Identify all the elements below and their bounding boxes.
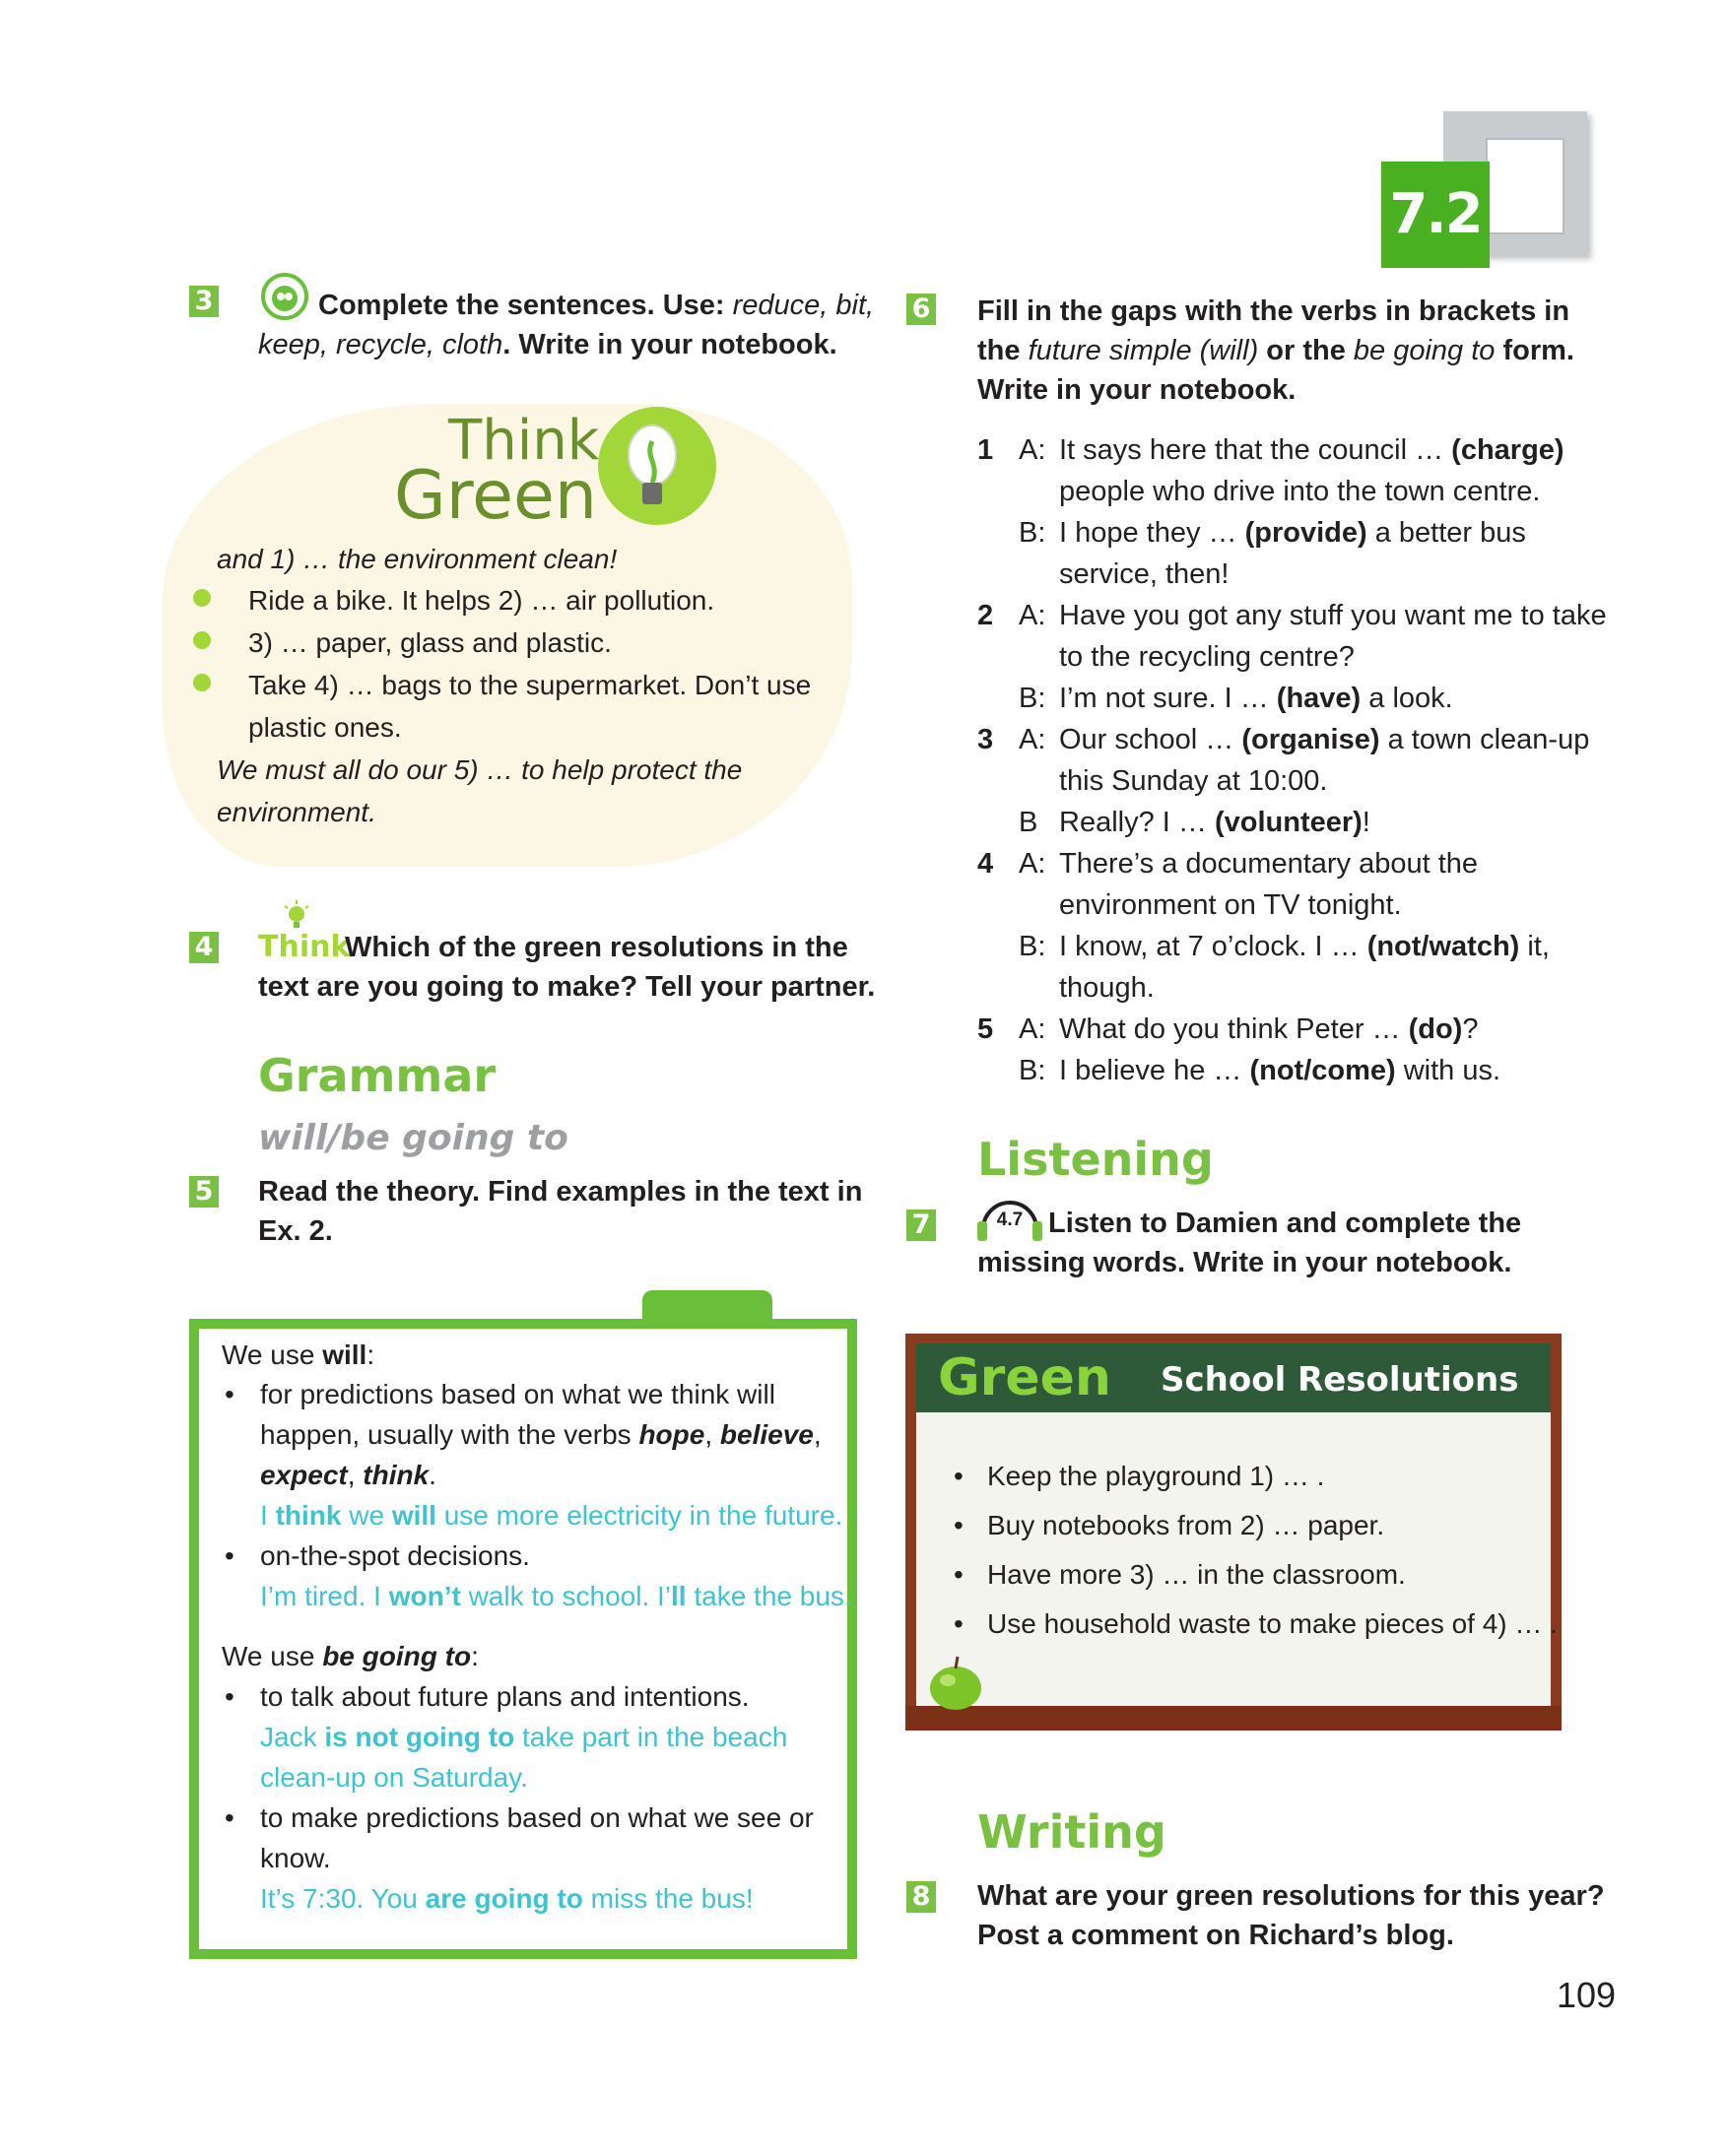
ex3-instruction-line2: keep, recycle, cloth. Write in your notebook. [258, 329, 837, 360]
dialogue-line [1059, 967, 1562, 1009]
ex3-instruction-line1: Complete the sentences. Use: reduce, bit, [318, 290, 875, 321]
dialogue-text: I know, at 7 o’clock. I … [1059, 931, 1367, 962]
apple-icon [924, 1653, 987, 1712]
think-green-closing1: We must all do our 5) … to help protect the [217, 754, 743, 785]
ex4-instruction-line1: Which of the green resolutions in the [345, 932, 848, 963]
theory-going-example1-line2: clean-up on Saturday. [260, 1762, 528, 1793]
bullet-dot: • [954, 1608, 964, 1639]
board-resolution-item: Buy notebooks from 2) … paper. [987, 1510, 1385, 1540]
bullet-dot: • [954, 1559, 964, 1590]
ex6-instruction-line1: Fill in the gaps with the verbs in brackets in [977, 295, 1570, 327]
speaker-label: B: [1019, 683, 1046, 714]
dialogue-text: Have you got any stuff you want me to take [1059, 600, 1607, 631]
dialogue-line [1059, 884, 1562, 926]
theory-going-bullet1: to talk about future plans and intentions. [260, 1681, 750, 1712]
dialogue-line [1059, 760, 1562, 802]
ex6-instruction-line3: Write in your notebook. [977, 374, 1297, 406]
dialogue-line [1059, 471, 1562, 512]
bullet-dot: • [225, 1540, 234, 1571]
dialogue-line [1059, 678, 1562, 719]
speaker-label: B: [1019, 1055, 1046, 1086]
theory-will-bullet1-line2: happen, usually with the verbs hope, believe, [260, 1419, 822, 1450]
bullet-dot: • [954, 1510, 964, 1540]
unit-badge: 7.2 [1381, 162, 1490, 268]
dialogue-text: Our school … [1059, 724, 1242, 755]
dialogue-line [1059, 1050, 1562, 1091]
eco-icon [260, 272, 309, 321]
dialogue-text: I’m not sure. I … [1059, 683, 1277, 714]
dialogue-line [1059, 636, 1562, 678]
dialogue-line [1059, 1009, 1562, 1050]
ex8-instruction-line2: Post a comment on Richard’s blog. [977, 1920, 1454, 1951]
think-label: Think [258, 930, 351, 964]
grammar-heading: Grammar [258, 1049, 497, 1102]
dialogue-text: people who drive into the town centre. [1059, 476, 1541, 507]
speaker-label: A: [1019, 848, 1046, 880]
board-resolution-item: Use household waste to make pieces of 4) … . [987, 1608, 1558, 1639]
bullet-dot: • [225, 1802, 234, 1833]
verb-prompt: (not/come) [1249, 1055, 1396, 1086]
theory-will-intro: We use will: [222, 1339, 375, 1370]
verb-prompt: (not/watch) [1366, 931, 1520, 962]
exercise-number-8: 8 [906, 1881, 936, 1913]
think-green-bullet2: 3) … paper, glass and plastic. [248, 627, 612, 658]
think-green-line1: and 1) … the environment clean! [217, 544, 618, 574]
dialogue-text: to the recycling centre? [1059, 641, 1355, 673]
dialogue-text: service, then! [1059, 558, 1230, 590]
dialogue-text: It says here that the council … [1059, 434, 1452, 466]
dialogue-text: I hope they … [1059, 517, 1245, 549]
exercise-number-6: 6 [906, 294, 936, 325]
exercise-number-5: 5 [189, 1176, 219, 1208]
think-green-logo-green: Green [394, 457, 597, 535]
theory-will-bullet2: on-the-spot decisions. [260, 1540, 530, 1571]
light-bulb-icon [595, 404, 719, 528]
dialogue-text: it, [1519, 931, 1550, 962]
speaker-label: B: [1019, 931, 1046, 962]
dialogue-text: with us. [1395, 1055, 1501, 1086]
verb-prompt: (organise) [1241, 724, 1380, 755]
theory-going-bullet2-line1: to make predictions based on what we see or [260, 1802, 814, 1833]
exercise-number-7: 7 [906, 1209, 936, 1241]
verb-prompt: (charge) [1451, 434, 1564, 466]
dialogue-text: What do you think Peter … [1059, 1013, 1409, 1045]
dialogue-text: ? [1462, 1013, 1479, 1045]
board-title-rest: School Resolutions [1161, 1360, 1519, 1400]
bullet-dot [193, 631, 211, 649]
dialogue-text: I believe he … [1059, 1055, 1250, 1086]
dialogue-line [1059, 802, 1562, 843]
speaker-label: A: [1019, 724, 1046, 755]
dialogue-line [1059, 512, 1562, 554]
dialogue-line [1059, 719, 1590, 760]
think-green-closing2: environment. [217, 797, 376, 827]
ex5-instruction-line2: Ex. 2. [258, 1215, 333, 1247]
dialogue-text: a better bus [1366, 517, 1526, 549]
ex6-instruction-line2: the future simple (will) or the be going to form. [977, 335, 1574, 366]
dialogue-line [1059, 843, 1562, 884]
theory-will-example2: I’m tired. I won’t walk to school. I’ll take the bus. [260, 1581, 852, 1611]
bullet-dot: • [225, 1379, 234, 1409]
ex7-instruction-line2: missing words. Write in your notebook. [977, 1247, 1512, 1278]
dialogue-line [1059, 554, 1562, 595]
verb-prompt: (do) [1408, 1013, 1463, 1045]
listening-heading: Listening [977, 1133, 1214, 1186]
dialogue-number: 5 [977, 1013, 994, 1045]
page-number: 109 [1557, 1975, 1617, 2015]
theory-going-intro: We use be going to: [222, 1641, 479, 1671]
speaker-label: A: [1019, 434, 1046, 466]
verb-prompt: (volunteer) [1214, 807, 1363, 838]
dialogue-number: 4 [977, 848, 994, 880]
dialogue-text: There’s a documentary about the [1059, 848, 1479, 880]
ex7-instruction-line1: Listen to Damien and complete the [1048, 1208, 1522, 1239]
board-resolution-item: Keep the playground 1) … . [987, 1461, 1325, 1491]
speaker-label: A: [1019, 600, 1046, 631]
board-title-green: Green [938, 1348, 1111, 1407]
theory-going-bullet2-line2: know. [260, 1843, 331, 1873]
dialogue-line [1059, 595, 1607, 636]
exercise-number-3: 3 [189, 286, 219, 317]
dialogue-number: 1 [977, 434, 994, 466]
bullet-dot [193, 589, 211, 607]
theory-will-example1: I think we will use more electricity in the future. [260, 1500, 843, 1531]
dialogue-text: ! [1362, 807, 1370, 838]
theory-will-bullet1-line1: for predictions based on what we think will [260, 1379, 775, 1409]
ex5-instruction-line1: Read the theory. Find examples in the text in [258, 1176, 863, 1208]
ex4-instruction-line2: text are you going to make? Tell your partner. [258, 971, 876, 1003]
think-green-bullet1: Ride a bike. It helps 2) … air pollution. [248, 585, 715, 616]
bullet-dot: • [954, 1461, 964, 1491]
dialogue-text: a look. [1361, 683, 1453, 714]
think-green-logo-think: Think [448, 409, 600, 473]
think-green-bullet3b: plastic ones. [248, 712, 402, 743]
theory-going-example2: It’s 7:30. You are going to miss the bus! [260, 1883, 754, 1914]
speaker-label: B: [1019, 517, 1046, 549]
dialogue-text: though. [1059, 972, 1155, 1004]
theory-going-example1-line1: Jack is not going to take part in the beach [260, 1722, 788, 1752]
dialogue-line [1059, 926, 1562, 967]
writing-heading: Writing [977, 1805, 1166, 1859]
speaker-label: B [1019, 807, 1038, 838]
speaker-label: A: [1019, 1013, 1046, 1045]
bullet-dot [193, 674, 211, 691]
dialogue-number: 3 [977, 724, 994, 755]
unit-badge-frame [1486, 138, 1564, 234]
theory-will-bullet1-line3: expect, think. [260, 1460, 436, 1490]
verb-prompt: (have) [1276, 683, 1362, 714]
dialogue-number: 2 [977, 600, 994, 631]
think-green-bullet3a: Take 4) … bags to the supermarket. Don’t use [248, 670, 812, 700]
bullet-dot: • [225, 1681, 234, 1712]
verb-prompt: (provide) [1244, 517, 1367, 549]
exercise-number-4: 4 [189, 932, 219, 963]
board-ledge [905, 1706, 1562, 1731]
dialogue-line [1059, 429, 1562, 471]
audio-track-number: 4.7 [996, 1209, 1024, 1230]
board-resolution-item: Have more 3) … in the classroom. [987, 1559, 1406, 1590]
dialogue-text: environment on TV tonight. [1059, 889, 1402, 921]
dialogue-text: this Sunday at 10:00. [1059, 765, 1328, 797]
ex8-instruction-line1: What are your green resolutions for this year? [977, 1880, 1605, 1912]
grammar-subheading: will/be going to [258, 1118, 568, 1158]
dialogue-text: Really? I … [1059, 807, 1215, 838]
dialogue-text: a town clean-up [1379, 724, 1590, 755]
